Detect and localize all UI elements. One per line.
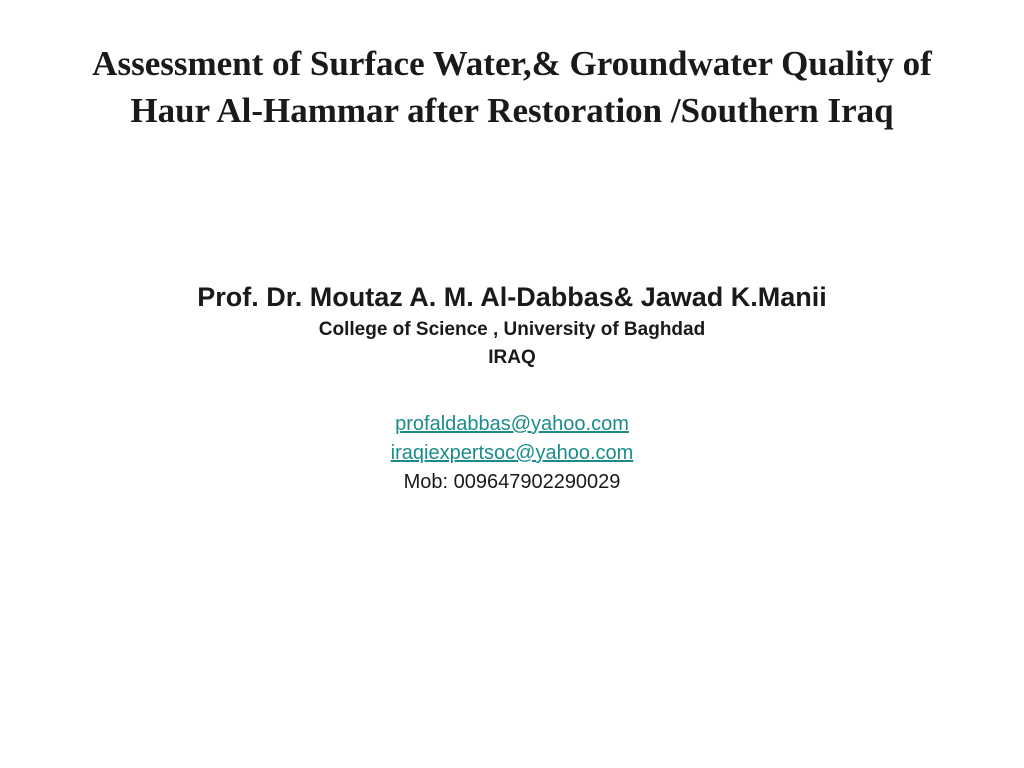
contact-block — [0, 410, 1024, 497]
email-link-1[interactable]: profaldabbas@yahoo.com — [395, 413, 629, 435]
author-block — [0, 278, 1024, 372]
slide-title — [0, 40, 1024, 134]
mobile-number: Mob: 009647902290029 — [403, 471, 621, 493]
email-link-2[interactable]: iraqiexpertsoc@yahoo.com — [390, 442, 634, 464]
affiliation: College of Science , University of Baghdad — [318, 319, 706, 340]
title-line-2: Haur Al-Hammar after Restoration /Southern Iraq — [130, 91, 894, 130]
title-line-1: Assessment of Surface Water,& Groundwater Quality of — [92, 44, 932, 83]
author-names: Prof. Dr. Moutaz A. M. Al-Dabbas& Jawad K.Manii — [197, 282, 827, 312]
country: IRAQ — [488, 347, 536, 368]
